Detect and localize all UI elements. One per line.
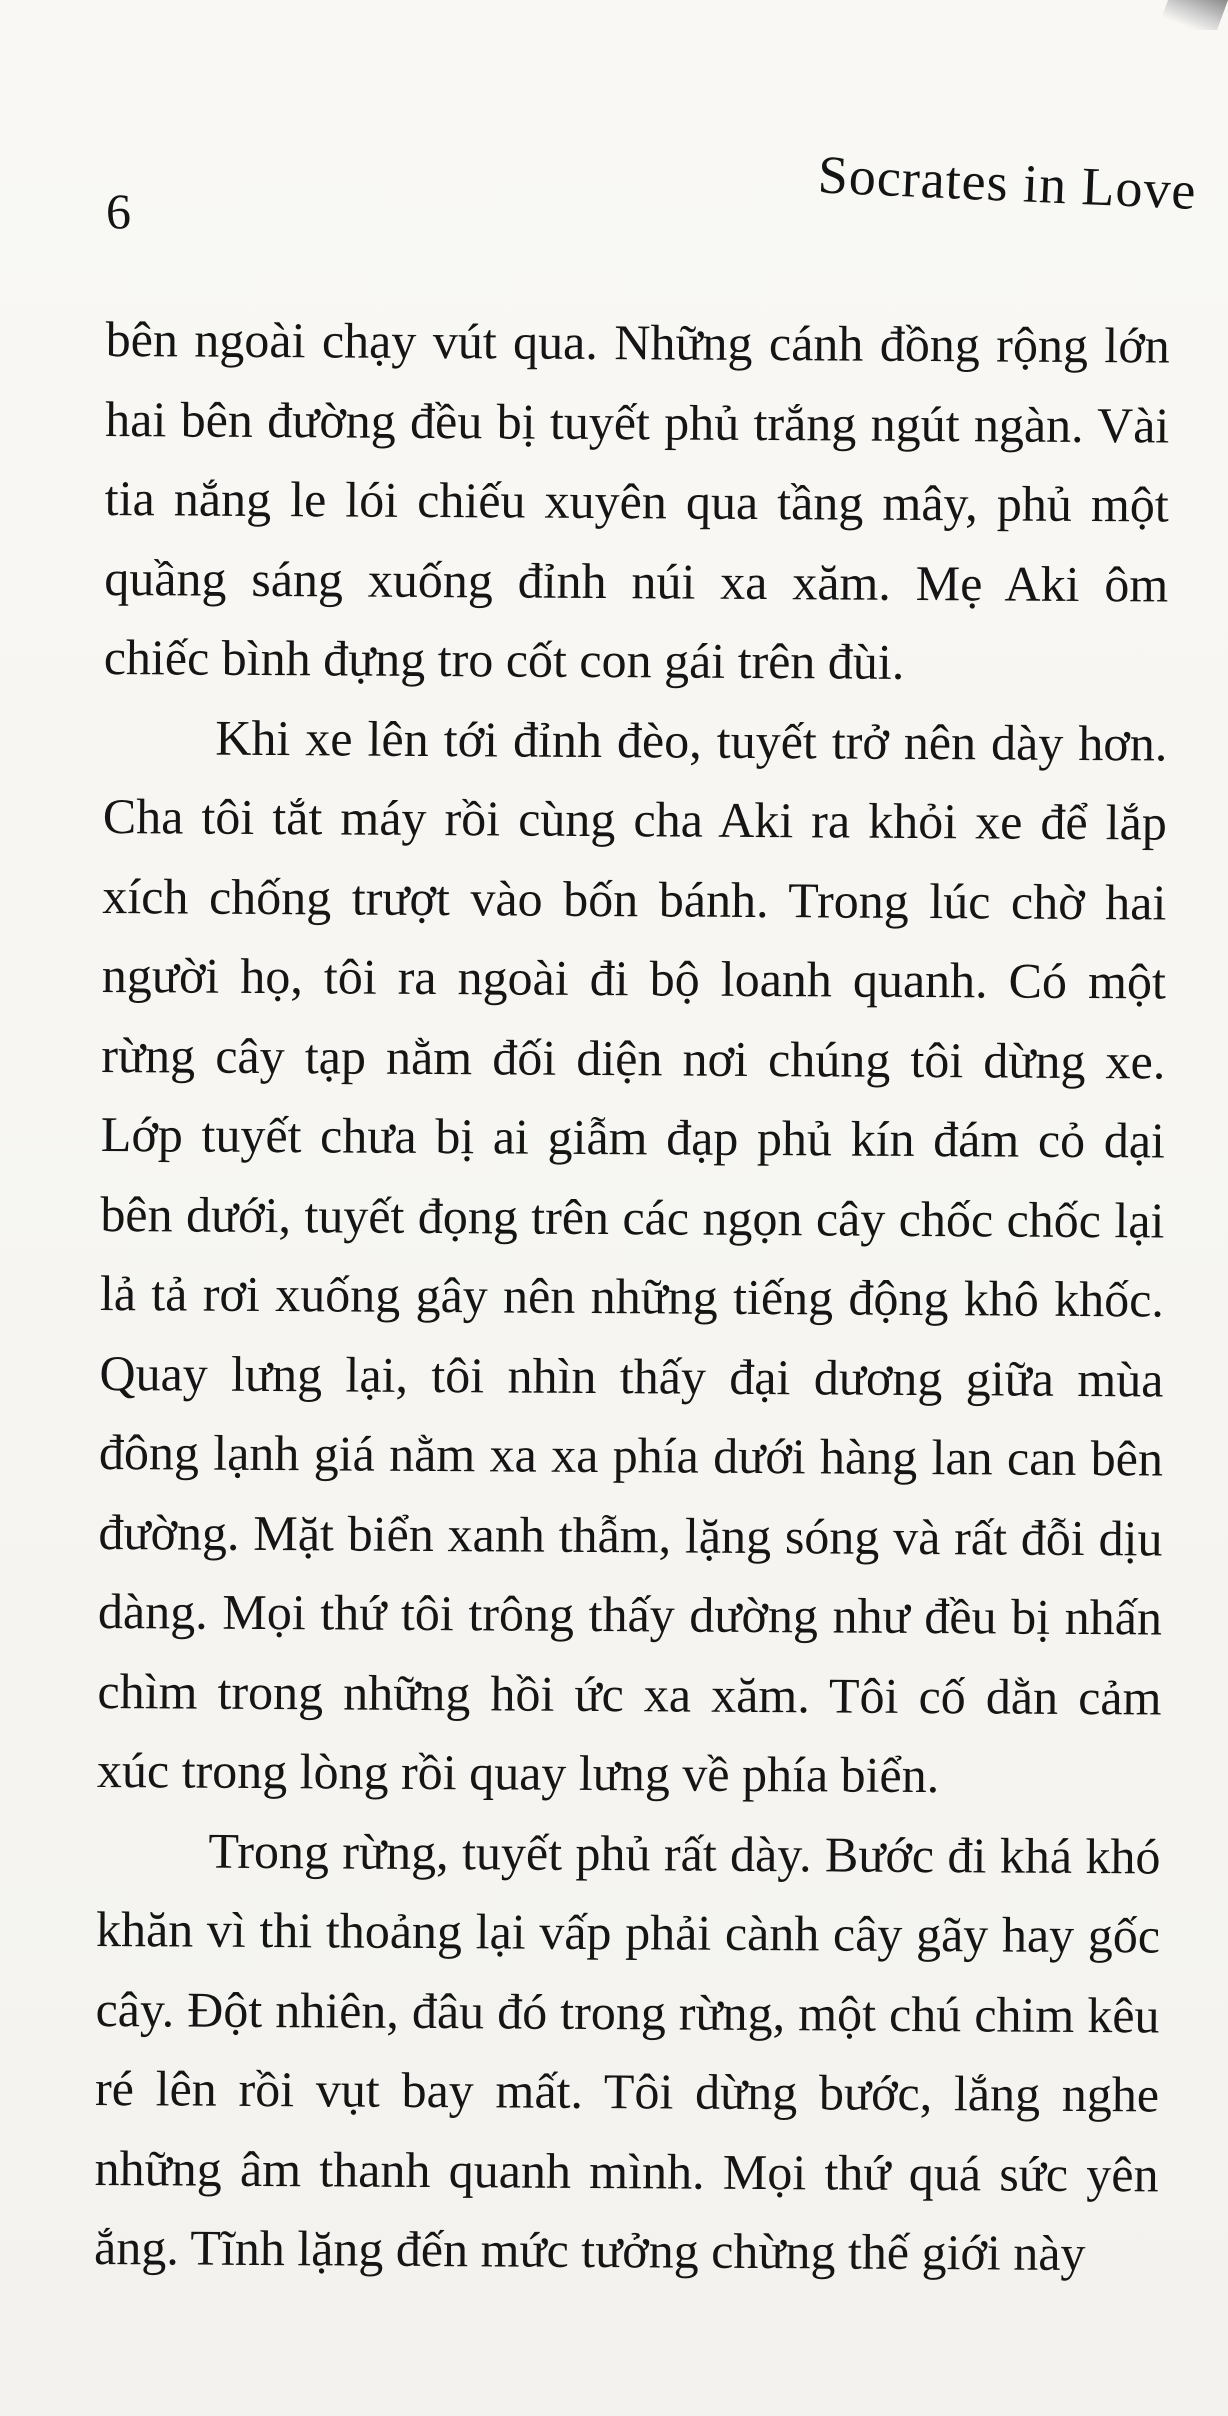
page-number: 6 [106,183,131,239]
paragraph: Khi xe lên tới đỉnh đèo, tuyết trở nên dày hơn. Cha tôi tắt máy rồi cùng cha Aki ra khỏi xe để lắp xích chống trượt vào bốn bánh. Trong lúc chờ hai người họ, tôi ra ngoài đi bộ loanh quanh. Có một rừng cây tạp nằm đối diện nơi chúng tôi dừng xe. Lớp tuyết chưa bị ai giẫm đạp phủ kín đám cỏ dại bên dưới, tuyết đọng trên các ngọn cây chốc chốc lại lả tả rơi xuống gây nên những tiếng động khô khốc. Quay lưng lại, tôi nhìn thấy đại dương giữa mùa đông lạnh giá nằm xa xa phía dưới hàng lan can bên đường. Mặt biển xanh thẫm, lặng sóng và rất đỗi dịu dàng. Mọi thứ tôi trông thấy dường như đều bị nhấn chìm trong những hồi ức xa xăm. Tôi cố dằn cảm xúc trong lòng rồi quay lưng về phía biển. [96,709,1168,1804]
running-title: Socrates in Love [816,144,1198,221]
paragraph: Trong rừng, tuyết phủ rất dày. Bước đi khá khó khăn vì thi thoảng lại vấp phải cành cây gãy hay gốc cây. Đột nhiên, đâu đó trong rừng, một chú chim kêu ré lên rồi vụt bay mất. Tôi dừng bước, lắng nghe những âm thanh quanh mình. Mọi thứ quá sức yên ắng. Tĩnh lặng đến mức tưởng chừng thế giới này [93,1822,1161,2282]
body-text [94,300,1170,2294]
page-header [106,144,1198,250]
page-corner-shadow [1157,0,1228,30]
paragraph: bên ngoài chạy vút qua. Những cánh đồng rộng lớn hai bên đường đều bị tuyết phủ trắng ngút ngàn. Vài tia nắng le lói chiếu xuyên qua tầng mây, phủ một quầng sáng xuống đỉnh núi xa xăm. Mẹ Aki ôm chiếc bình đựng tro cốt con gái trên đùi. [103,310,1170,690]
